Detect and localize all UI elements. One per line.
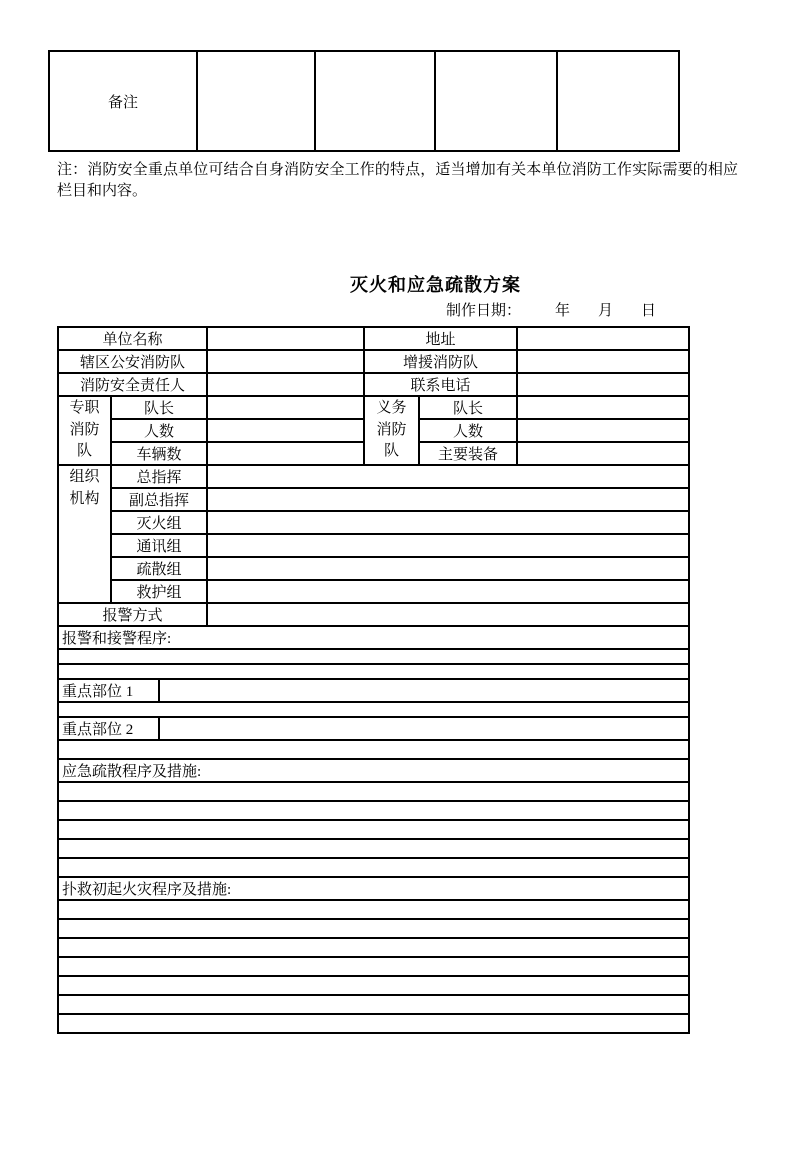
extinguishing-team-value[interactable]	[207, 511, 689, 534]
remarks-fill-cell-4[interactable]	[557, 51, 679, 151]
deputy-commander-label: 副总指挥	[111, 488, 207, 511]
rescue-team-label: 救护组	[111, 580, 207, 603]
footnote-text: 注：消防安全重点单位可结合自身消防安全工作的特点，适当增加有关本单位消防工作实际需要的相应栏目和内容。	[57, 162, 738, 199]
evacuation-fill-row[interactable]	[58, 820, 689, 839]
safety-responsible-value[interactable]	[207, 373, 364, 396]
remarks-fill-cell-3[interactable]	[435, 51, 557, 151]
phone-label: 联系电话	[364, 373, 517, 396]
evacuation-fill-row[interactable]	[58, 858, 689, 877]
evacuation-team-value[interactable]	[207, 557, 689, 580]
table-row	[58, 839, 689, 858]
unit-name-label: 单位名称	[58, 327, 207, 350]
alarm-method-label: 报警方式	[58, 603, 207, 626]
table-row	[58, 465, 689, 488]
vol-captain-label: 队长	[419, 396, 517, 419]
table-row	[58, 740, 689, 759]
key-part-2-fill-row[interactable]	[58, 740, 689, 759]
initial-fire-fill-row[interactable]	[58, 957, 689, 976]
district-fire-brigade-label: 辖区公安消防队	[58, 350, 207, 373]
reinforcement-brigade-value[interactable]	[517, 350, 689, 373]
communication-team-value[interactable]	[207, 534, 689, 557]
initial-fire-fill-row[interactable]	[58, 976, 689, 995]
table-row	[58, 782, 689, 801]
table-row	[58, 534, 689, 557]
plan-title: 灭火和应急疏散方案	[350, 275, 521, 295]
table-row	[58, 396, 689, 419]
table-row	[58, 1014, 689, 1033]
evacuation-fill-row[interactable]	[58, 801, 689, 820]
alarm-procedure-fill-row[interactable]	[58, 664, 689, 679]
alarm-procedure-label: 报警和接警程序:	[58, 626, 689, 649]
initial-fire-fill-row[interactable]	[58, 1014, 689, 1033]
key-part-2-label: 重点部位 2	[58, 717, 159, 740]
ft-headcount-value[interactable]	[207, 419, 364, 442]
remarks-fill-cell-1[interactable]	[197, 51, 315, 151]
table-row	[58, 801, 689, 820]
table-row	[58, 919, 689, 938]
table-row	[58, 820, 689, 839]
organization-group	[58, 465, 111, 603]
table-row	[58, 557, 689, 580]
table-row	[58, 957, 689, 976]
key-part-1-fill-row[interactable]	[58, 702, 689, 717]
chief-commander-label: 总指挥	[111, 465, 207, 488]
reinforcement-brigade-label: 增援消防队	[364, 350, 517, 373]
phone-value[interactable]	[517, 373, 689, 396]
vol-equipment-value[interactable]	[517, 442, 689, 465]
initial-fire-fill-row[interactable]	[58, 938, 689, 957]
table-row	[58, 664, 689, 679]
table-row	[58, 976, 689, 995]
table-row	[58, 759, 689, 782]
evacuation-fill-row[interactable]	[58, 782, 689, 801]
district-fire-brigade-value[interactable]	[207, 350, 364, 373]
date-month-label: 月	[598, 303, 614, 319]
date-line	[446, 300, 793, 322]
table-row	[58, 350, 689, 373]
vol-headcount-label: 人数	[419, 419, 517, 442]
initial-fire-fill-row[interactable]	[58, 900, 689, 919]
date-label: 制作日期：	[446, 303, 522, 319]
communication-team-label: 通讯组	[111, 534, 207, 557]
table-row	[58, 327, 689, 350]
table-row	[58, 938, 689, 957]
key-part-2-value[interactable]	[159, 717, 689, 740]
ft-vehicles-value[interactable]	[207, 442, 364, 465]
table-row	[58, 995, 689, 1014]
full-time-brigade-group-label: 专职消防队	[69, 400, 100, 460]
initial-fire-fill-row[interactable]	[58, 995, 689, 1014]
plan-table	[57, 326, 690, 1034]
full-time-brigade-group	[58, 396, 111, 465]
evacuation-fill-row[interactable]	[58, 839, 689, 858]
table-row	[58, 702, 689, 717]
unit-name-value[interactable]	[207, 327, 364, 350]
key-part-1-value[interactable]	[159, 679, 689, 702]
table-row	[58, 877, 689, 900]
alarm-method-value[interactable]	[207, 603, 689, 626]
safety-responsible-label: 消防安全责任人	[58, 373, 207, 396]
ft-vehicles-label: 车辆数	[111, 442, 207, 465]
ft-captain-value[interactable]	[207, 396, 364, 419]
table-row	[58, 488, 689, 511]
evacuation-team-label: 疏散组	[111, 557, 207, 580]
vol-headcount-value[interactable]	[517, 419, 689, 442]
rescue-team-value[interactable]	[207, 580, 689, 603]
table-row	[58, 679, 689, 702]
initial-fire-fill-row[interactable]	[58, 919, 689, 938]
vol-captain-value[interactable]	[517, 396, 689, 419]
volunteer-brigade-group	[364, 396, 419, 465]
document-page	[0, 50, 793, 1034]
initial-fire-procedure-label: 扑救初起火灾程序及措施:	[58, 877, 689, 900]
ft-captain-label: 队长	[111, 396, 207, 419]
address-label: 地址	[364, 327, 517, 350]
table-row	[58, 858, 689, 877]
table-row	[58, 900, 689, 919]
table-row	[58, 373, 689, 396]
remarks-fill-cell-2[interactable]	[315, 51, 435, 151]
remarks-table	[48, 50, 680, 152]
chief-commander-value[interactable]	[207, 465, 689, 488]
ft-headcount-label: 人数	[111, 419, 207, 442]
deputy-commander-value[interactable]	[207, 488, 689, 511]
organization-group-label: 组织机构	[69, 469, 100, 507]
table-row	[58, 717, 689, 740]
volunteer-brigade-group-label: 义务消防队	[376, 400, 407, 460]
alarm-procedure-fill-row[interactable]	[58, 649, 689, 664]
table-row	[58, 580, 689, 603]
extinguishing-team-label: 灭火组	[111, 511, 207, 534]
vol-equipment-label: 主要装备	[419, 442, 517, 465]
remarks-label: 备注	[49, 51, 197, 151]
table-row	[58, 649, 689, 664]
evacuation-procedure-label: 应急疏散程序及措施:	[58, 759, 689, 782]
date-day-label: 日	[641, 303, 657, 319]
table-row	[58, 626, 689, 649]
table-row	[58, 511, 689, 534]
key-part-1-label: 重点部位 1	[58, 679, 159, 702]
table-row	[58, 603, 689, 626]
date-year-label: 年	[555, 303, 571, 319]
address-value[interactable]	[517, 327, 689, 350]
